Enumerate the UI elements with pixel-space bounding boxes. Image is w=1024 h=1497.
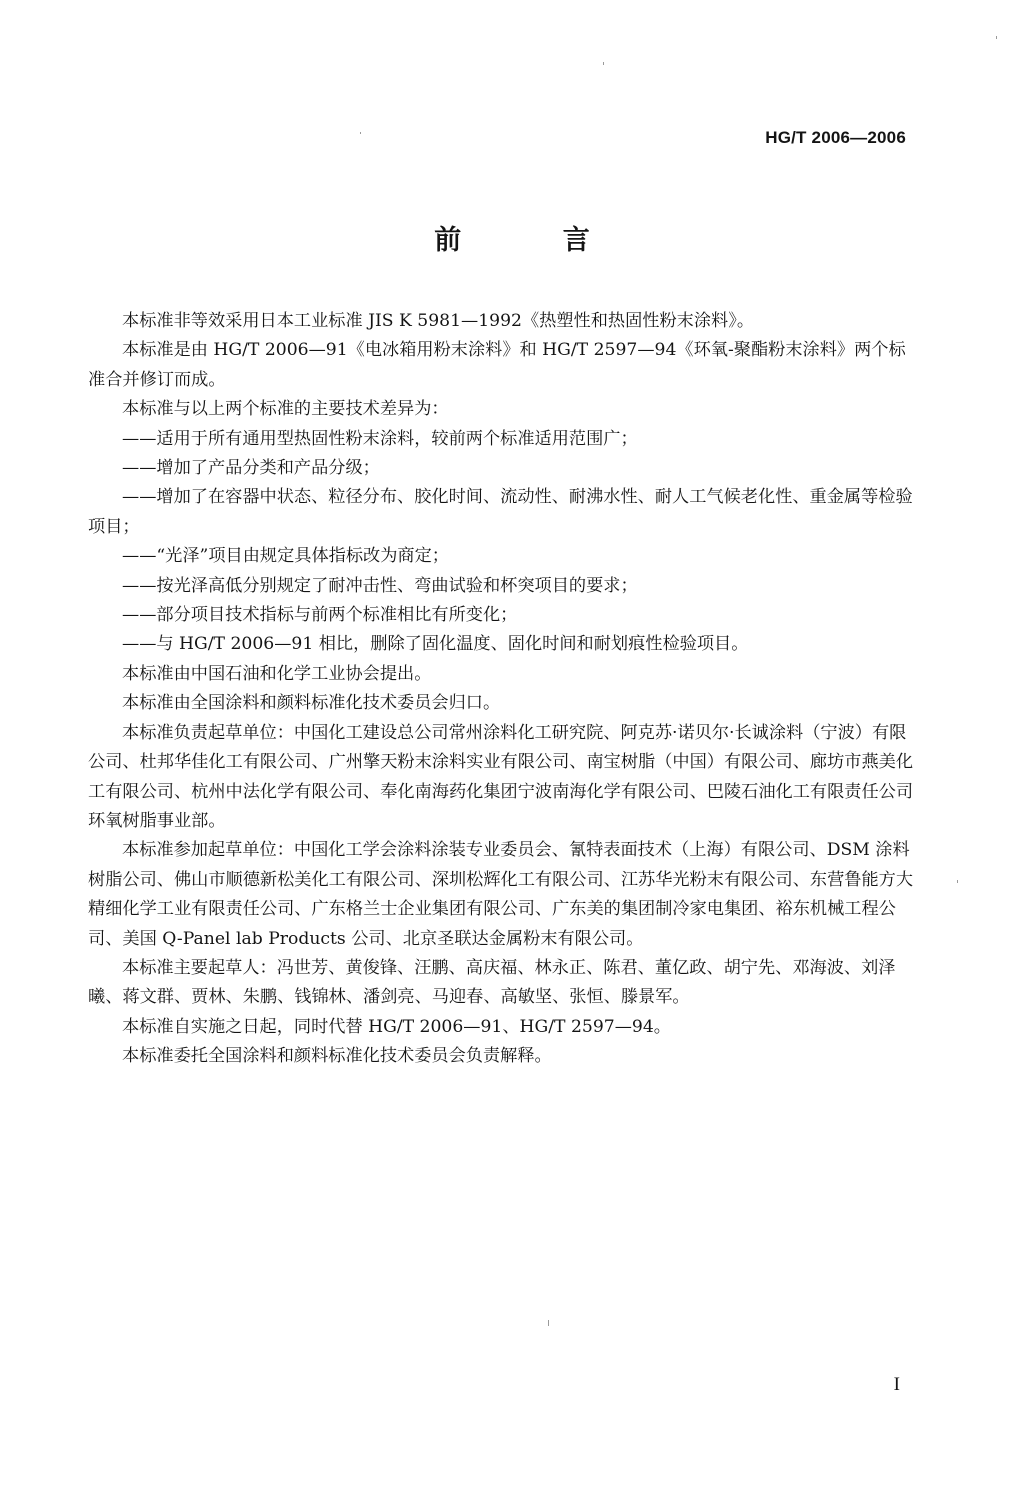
page-number: I bbox=[893, 1374, 900, 1395]
paragraph: 本标准负责起草单位：中国化工建设总公司常州涂料化工研究院、阿克苏·诺贝尔·长诚涂料（宁波）有限公司、杜邦华佳化工有限公司、广州擎天粉末涂料实业有限公司、南宝树脂（中国）有限公司、廊坊市燕美化工有限公司、杭州中法化学有限公司、奉化南海药化集团宁波南海化学有限公司、巴陵石油化工有限责任公司环氧树脂事业部。 bbox=[88, 722, 914, 831]
paragraph: 本标准委托全国涂料和颜料标准化技术委员会负责解释。 bbox=[122, 1046, 552, 1067]
scan-speck bbox=[548, 1320, 549, 1326]
scan-speck bbox=[957, 880, 958, 883]
scan-speck bbox=[603, 62, 604, 65]
list-item: ——适用于所有通用型热固性粉末涂料，较前两个标准适用范围广； bbox=[122, 428, 638, 449]
paragraph: 本标准与以上两个标准的主要技术差异为： bbox=[122, 399, 449, 420]
paragraph: 本标准是由 HG/T 2006—91《电冰箱用粉末涂料》和 HG/T 2597—94《环氧-聚酯粉末涂料》两个标准合并修订而成。 bbox=[88, 340, 906, 390]
list-item: ——“光泽”项目由规定具体指标改为商定； bbox=[122, 546, 449, 567]
paragraph: 本标准非等效采用日本工业标准 JIS K 5981—1992《热塑性和热固性粉末涂料》。 bbox=[122, 311, 755, 331]
paragraph: 本标准主要起草人：冯世芳、黄俊锋、汪鹏、高庆福、林永正、陈君、董亿政、胡宁先、邓海波、刘泽曦、蒋文群、贾林、朱鹏、钱锦林、潘剑亮、马迎春、高敏坚、张恒、滕景军。 bbox=[88, 957, 896, 1008]
document-body bbox=[88, 307, 920, 1072]
page-title: 前 言 bbox=[434, 225, 636, 256]
list-item: ——与 HG/T 2006—91 相比，删除了固化温度、固化时间和耐划痕性检验项目。 bbox=[122, 634, 749, 655]
list-item: ——增加了产品分类和产品分级； bbox=[122, 458, 380, 479]
scan-speck bbox=[996, 36, 997, 39]
list-item: ——部分项目技术指标与前两个标准相比有所变化； bbox=[122, 605, 518, 626]
paragraph: 本标准由中国石油和化学工业协会提出。 bbox=[122, 663, 432, 684]
paragraph: 本标准自实施之日起，同时代替 HG/T 2006—91、HG/T 2597—94。 bbox=[122, 1016, 671, 1037]
list-item: ——按光泽高低分别规定了耐冲击性、弯曲试验和杯突项目的要求； bbox=[122, 575, 638, 596]
scan-speck bbox=[360, 132, 361, 134]
paragraph: 本标准参加起草单位：中国化工学会涂料涂装专业委员会、氰特表面技术（上海）有限公司、DSM 涂料树脂公司、佛山市顺德新松美化工有限公司、深圳松辉化工有限公司、江苏华光粉末有限公司、东营鲁能方大精细化学工业有限责任公司、广东格兰士企业集团有限公司、广东美的集团制冷家电集团、裕东机械工程公司、美国 Q-Panel lab Products 公司、北京圣联达金属粉末有限公司。 bbox=[88, 840, 914, 949]
paragraph: 本标准由全国涂料和颜料标准化技术委员会归口。 bbox=[122, 693, 501, 714]
standard-number: HG/T 2006—2006 bbox=[765, 128, 906, 147]
list-item: ——增加了在容器中状态、粒径分布、胶化时间、流动性、耐沸水性、耐人工气候老化性、重金属等检验项目； bbox=[88, 487, 913, 537]
